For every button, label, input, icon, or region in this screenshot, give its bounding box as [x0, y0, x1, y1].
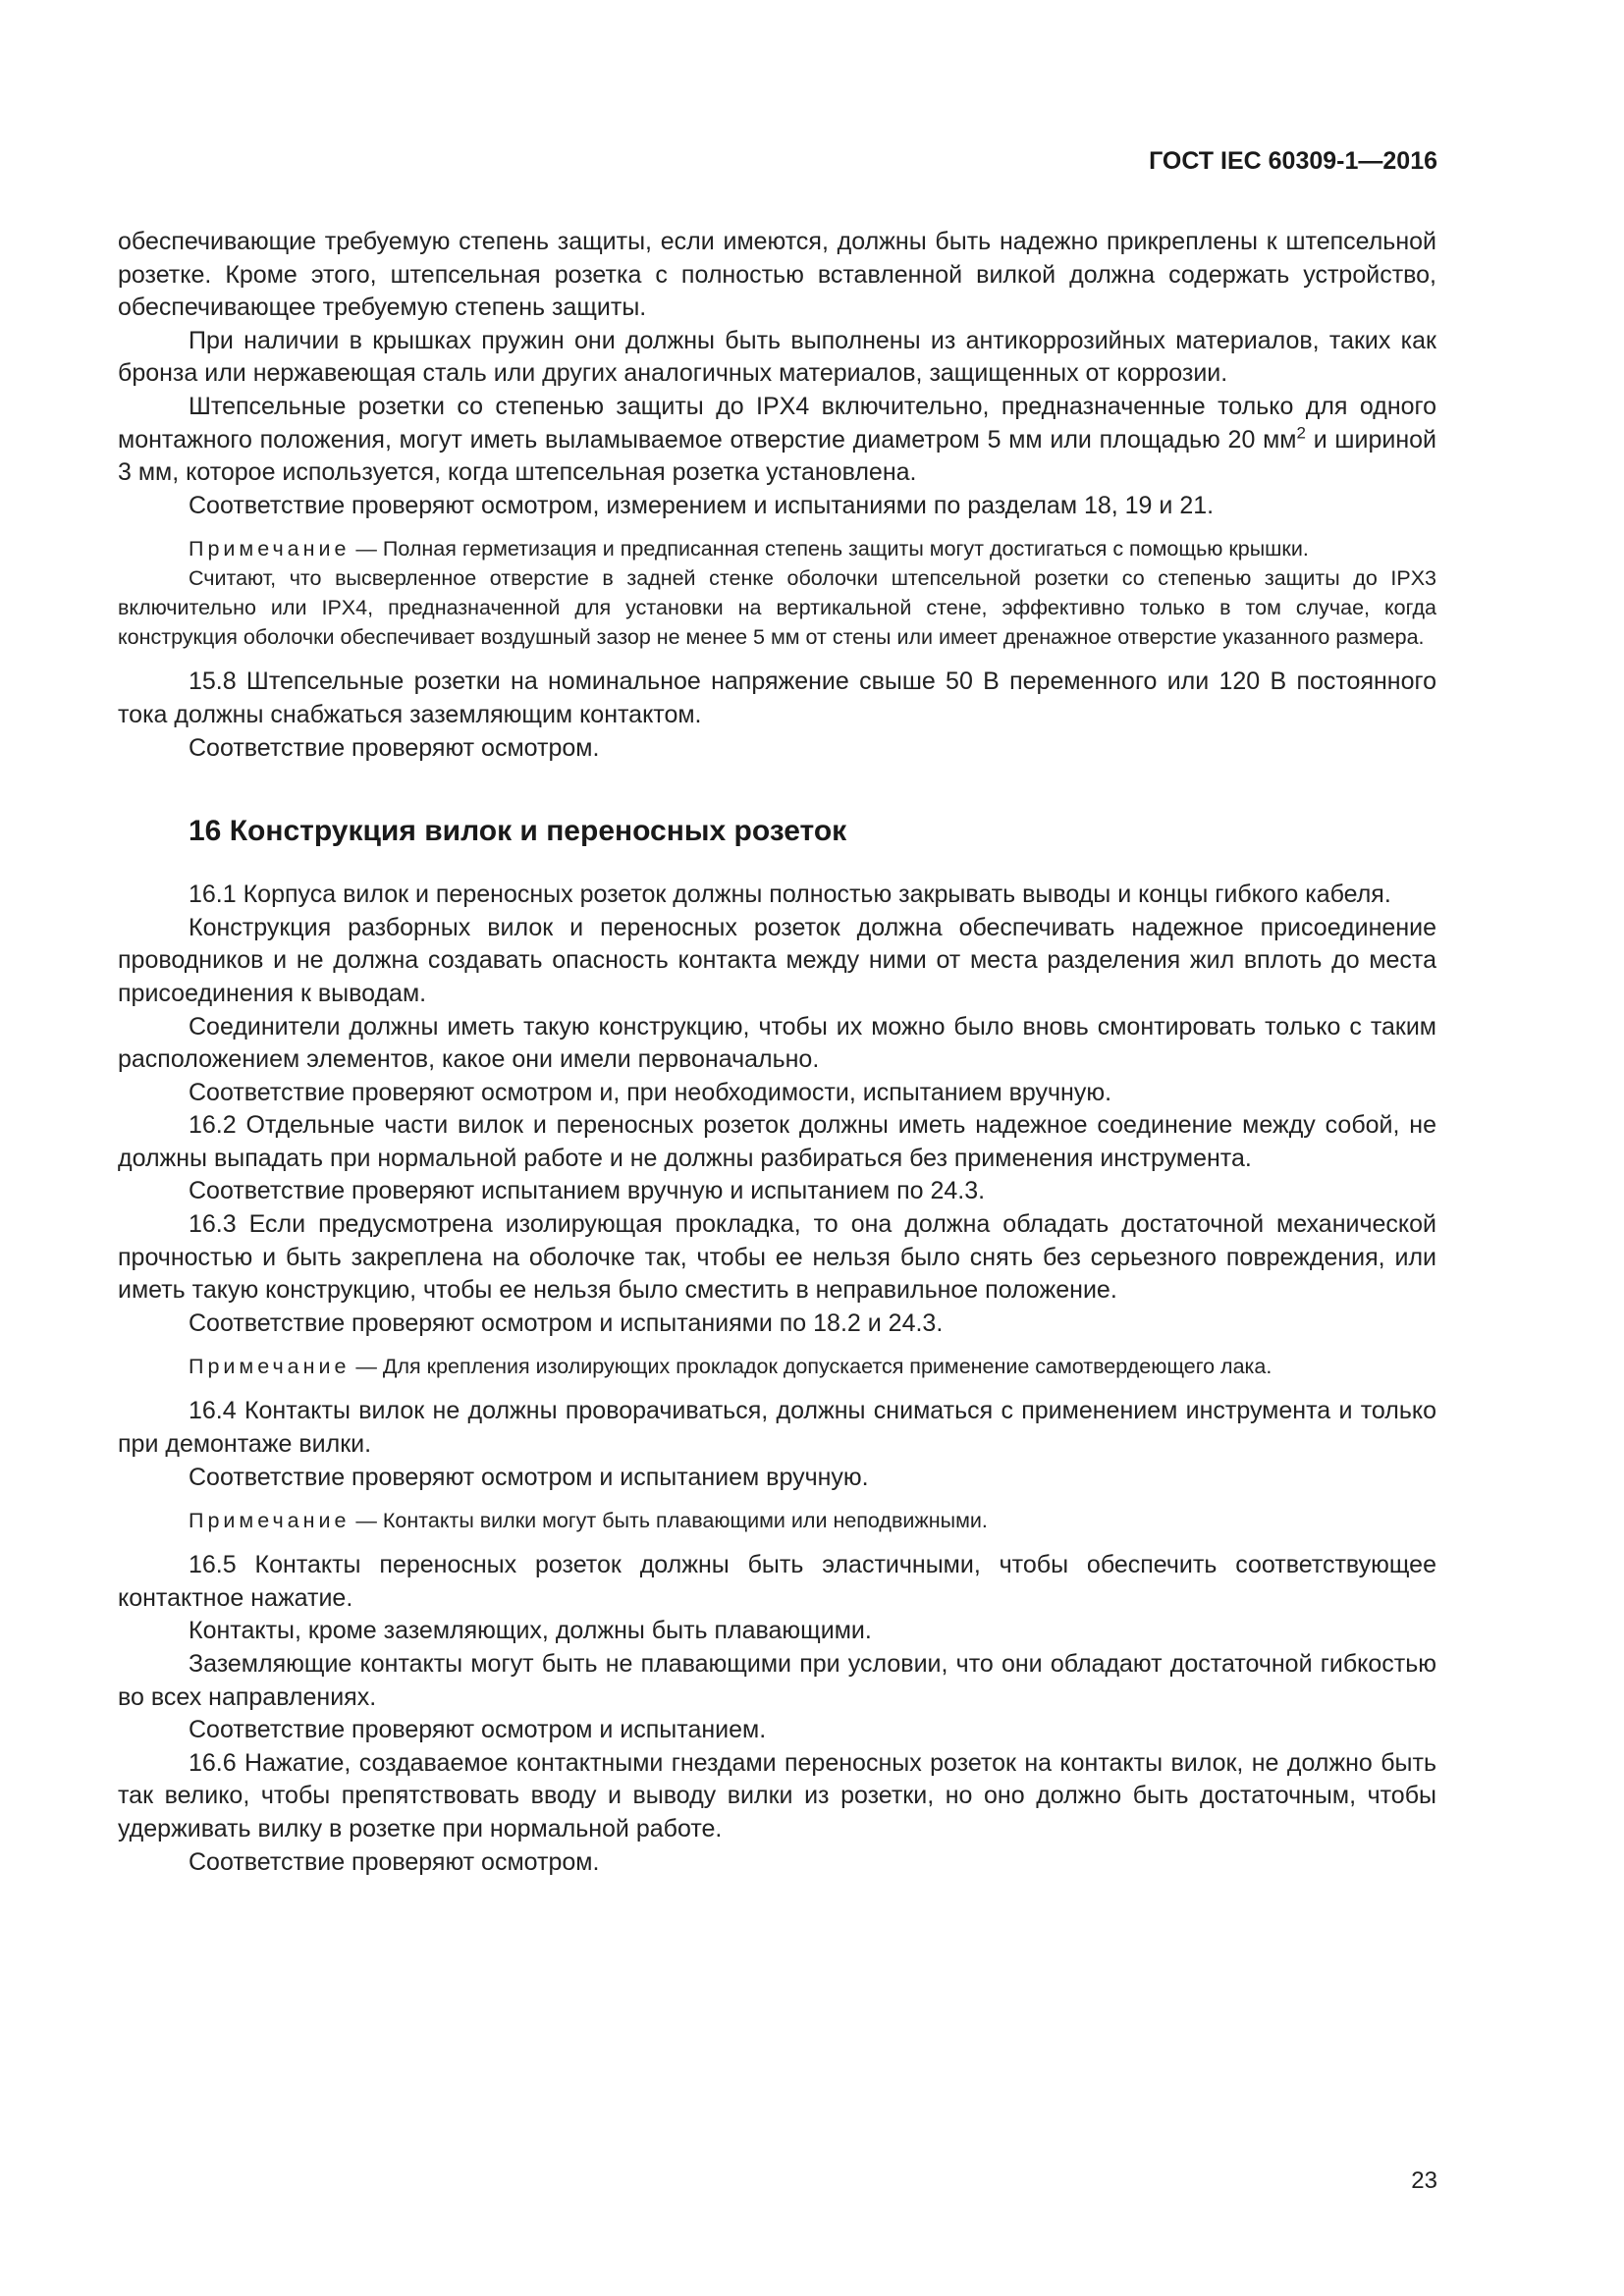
paragraph: 16.6 Нажатие, создаваемое контактными гнездами переносных розеток на контакты вилок, не должно быть так велико, чтобы препятствовать вводу и выводу вилки из розетки, но оно должно быть достаточным, чтобы удерживать вилку в розетке при нормальной работе. — [118, 1748, 1436, 1842]
note-text: — Контакты вилки могут быть плавающими или неподвижными. — [350, 1509, 988, 1533]
note-paragraph — [118, 534, 1436, 563]
note-text: — Для крепления изолирующих прокладок допускается применение самотвердеющего лака. — [350, 1355, 1272, 1379]
superscript: 2 — [1296, 423, 1306, 443]
paragraph: Заземляющие контакты могут быть не плавающими при условии, что они обладают достаточной гибкостью во всех направлениях. — [118, 1650, 1436, 1711]
paragraph: При наличии в крышках пружин они должны быть выполнены из антикоррозийных материалов, таких как бронза или нержавеющая сталь или других аналогичных материалов, защищенных от коррозии. — [118, 326, 1436, 388]
paragraph: Соответствие проверяют осмотром. — [189, 1847, 600, 1876]
paragraph: 15.8 Штепсельные розетки на номинальное напряжение свыше 50 В переменного или 120 В постоянного тока должны снабжаться заземляющим контактом. — [118, 667, 1436, 728]
paragraph: обеспечивающие требуемую степень защиты, если имеются, должны быть надежно прикреплены к штепсельной розетке. Кроме этого, штепсельная розетка с полностью вставленной вилкой должна содержать устройство, обеспечивающее требуемую степень защиты. — [118, 228, 1436, 322]
note-label: Примечание — [189, 537, 351, 561]
paragraph — [118, 391, 1436, 490]
paragraph: 16.2 Отдельные части вилок и переносных розеток должны иметь надежное соединение между собой, не должны выпадать при нормальной работе и не должны разбираться без применения инструмента. — [118, 1111, 1436, 1172]
note-paragraph — [118, 563, 1436, 652]
note-paragraph — [118, 1506, 1436, 1535]
paragraph: Соответствие проверяют осмотром и испытанием вручную. — [189, 1463, 869, 1491]
note-text: Считают, что высверленное отверстие в задней стенке оболочки штепсельной розетки со степенью защиты до IPX3 включительно или IPX4, предназначенной для установки на вертикальной стене, эффективно только в том случае, когда конструкция оболочки обеспечивает воздушный зазор не менее 5 мм от стены или имеет дренажное отверстие указанного размера. — [118, 566, 1436, 650]
document-header-standard-id: ГОСТ IEC 60309-1—2016 — [1149, 147, 1437, 175]
paragraph-text: и шириной 3 мм, которое используется, когда штепсельная розетка установлена. — [118, 425, 1436, 487]
paragraph: Соответствие проверяют осмотром и испытанием. — [189, 1716, 767, 1744]
paragraph: Соответствие проверяют осмотром, измерением и испытаниями по разделам 18, 19 и 21. — [189, 491, 1215, 519]
paragraph: Конструкция разборных вилок и переносных розеток должна обеспечивать надежное присоединение проводников и не должна создавать опасность контакта между ними от места разделения жил вплоть до места присоединения к выводам. — [118, 913, 1436, 1007]
page-body — [118, 226, 1436, 1879]
note-paragraph — [118, 1352, 1436, 1381]
note-label: Примечание — [189, 1355, 351, 1379]
paragraph: 16.4 Контакты вилок не должны проворачиваться, должны сниматься с применением инструмента и только при демонтаже вилки. — [118, 1397, 1436, 1459]
paragraph: Соответствие проверяют осмотром и, при необходимости, испытанием вручную. — [189, 1078, 1112, 1106]
paragraph: 16.5 Контакты переносных розеток должны быть эластичными, чтобы обеспечить соответствующее контактное нажатие. — [118, 1551, 1436, 1612]
note-text: — Полная герметизация и предписанная степень защиты могут достигаться с помощью крышки. — [350, 537, 1309, 561]
paragraph: Соединители должны иметь такую конструкцию, чтобы их можно было вновь смонтировать только с таким расположением элементов, какое они имели первоначально. — [118, 1012, 1436, 1074]
section-heading: 16 Конструкция вилок и переносных розеток — [189, 815, 847, 848]
paragraph: Соответствие проверяют испытанием вручную и испытанием по 24.3. — [189, 1177, 986, 1205]
paragraph: Соответствие проверяют осмотром и испытаниями по 18.2 и 24.3. — [189, 1308, 944, 1337]
paragraph: Контакты, кроме заземляющих, должны быть плавающими. — [189, 1617, 872, 1645]
paragraph: Соответствие проверяют осмотром. — [189, 733, 600, 762]
paragraph: 16.3 Если предусмотрена изолирующая прокладка, то она должна обладать достаточной механической прочностью и быть закреплена на оболочке так, чтобы ее нельзя было снять без серьезного повреждения, или иметь такую конструкцию, чтобы ее нельзя было сместить в неправильное положение. — [118, 1210, 1436, 1305]
page-number: 23 — [1411, 2167, 1437, 2194]
paragraph-text: Штепсельные розетки со степенью защиты до IPX4 включительно, предназначенные только для одного монтажного положения, могут иметь выламываемое отверстие диаметром 5 мм или площадью 20 мм — [118, 392, 1436, 454]
paragraph: 16.1 Корпуса вилок и переносных розеток должны полностью закрывать выводы и концы гибкого кабеля. — [189, 881, 1391, 909]
note-label: Примечание — [189, 1509, 351, 1533]
